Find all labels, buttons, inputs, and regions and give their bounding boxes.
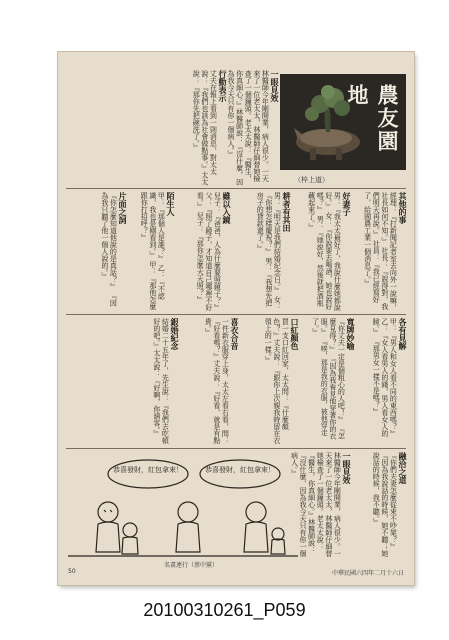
- divider: [66, 448, 406, 449]
- feature-title: 農友園地: [345, 84, 400, 153]
- article-heading: 耕者有其田: [282, 192, 291, 232]
- cartoon-bubble-right: 恭喜發財，紅包拿來！: [205, 466, 275, 474]
- article-body: 『你怎麼知道他說的是真話？』 『因為我只聽了他一個人說的。』: [100, 192, 118, 307]
- article-body: 甲：『男人和女人看不同的東西嗎？』 乙：『女人看男人的錢，男人看女人的臉。』 『那男女一樣不是嗎？』: [372, 318, 398, 437]
- article-block: [182, 318, 238, 446]
- article-block: [294, 192, 350, 312]
- article-heading: 銀婚紀念: [170, 318, 179, 350]
- article-block: [227, 70, 279, 186]
- article-block: [242, 318, 298, 446]
- cartoon-credit: 名畫連行（蔡中黨）: [164, 562, 219, 569]
- article-body: 男：『明天是我們結婚紀念日。』 女：『你想怎樣慶祝？』 男：『我想先把房子的貸款還了。』: [256, 192, 282, 310]
- divider: [66, 314, 406, 315]
- article-body: 男：『我太太最好了，我說什麼她都說好。』 女：『你說要去喝酒，她也說好嗎？』 男：『她說好，然後就把酒瓶藏起來了。』: [307, 192, 342, 311]
- issue-date: 中華民國六四年二月十六日: [331, 570, 404, 577]
- article-block: [234, 192, 290, 312]
- article-heading: 其他的事: [398, 192, 407, 224]
- article-body: 『你們夫妻怎麼從來不吵架？』 『因為我說話的時候，她不聽；她說話的時候，我不聽。』: [372, 452, 398, 557]
- article-block: [354, 192, 406, 312]
- article-block: [130, 192, 174, 312]
- article-body: 經理：『打新聞記者室去向外一說嘛，社長如何不知。』 社長：『說得對，我們明天再說。』 社員：『我已經寫好了，給國農工業一個消息了。』: [363, 192, 398, 311]
- page-number: 50: [68, 568, 76, 575]
- file-label: 20100310261_P059: [143, 600, 306, 620]
- article-body: 林醫師今年剛開業，病人很少。一天來了一位老太太，林醫師仔細替她檢查了一個鐘頭。老太太說：『醫生，你真細心。』林醫師說：『沒什麼，因為我今天只有你一個病人。』: [227, 70, 270, 186]
- article-block: [354, 452, 406, 562]
- cartoon-illustration: [68, 452, 298, 562]
- article-body: 林醫師今年剛開業，病人很少。一天來了一位老太太，林醫師仔細替她檢查了一個鐘頭。老太太說：『醫生，你真細心。』林醫師說：『沒什麼，因為我今天只有你一個病人。』: [290, 452, 342, 557]
- article-heading: 一眼見效: [342, 452, 351, 484]
- photo-caption: （梓上道）: [294, 176, 329, 184]
- article-heading: 融洽之道: [398, 452, 407, 484]
- divider: [66, 188, 406, 189]
- article-heading: 陌生人: [166, 192, 175, 216]
- article-block: [66, 70, 226, 186]
- cartoon-bubble-left: 恭喜發財，紅包拿來！: [113, 466, 183, 474]
- article-heading: 一眼見效: [270, 70, 279, 102]
- article-body: 甲：『那個人是誰？』 乙：『不認識，我也是剛看到。』 甲：『那他怎麼跟你打招呼？』: [140, 192, 166, 310]
- feature-photo: [280, 74, 406, 170]
- article-body: 丈夫在報上看到一則消息，對太太說：『我們也該為社會做點事。』太太說：『那你先把碗洗了。』: [192, 70, 218, 186]
- article-heading: 片面之詞: [118, 192, 127, 224]
- article-heading: 口紅顏色: [290, 318, 299, 350]
- article-block: [66, 192, 126, 312]
- article-heading: 各有見解: [398, 318, 407, 350]
- article-block: [66, 318, 178, 446]
- article-block: [178, 192, 230, 312]
- article-body: 買一支口紅回家，太太問：『什麼顏色？』丈夫說：『跟你上次親我時留在衣領上的一樣。』: [264, 318, 290, 444]
- article-body: 『你丈夫一定是個粗心的人吧！』 『怎麼見得？』 『因為我看見他穿著你的衣服。』 『唉，那是我的衣服，被他穿走了。』: [311, 318, 346, 440]
- article-block: [302, 318, 354, 446]
- article-body: 結婚二十五年了，先生說：『我們去吃頓好的吧。』太太說：『好啊，你請客。』: [152, 318, 170, 444]
- article-block: [290, 452, 351, 562]
- article-block: [358, 318, 406, 446]
- article-heading: 寬牌妙喻: [346, 318, 355, 350]
- magazine-page: [58, 52, 414, 585]
- article-heading: 喜衣合音: [230, 318, 239, 350]
- article-heading: 好妻子: [342, 192, 351, 216]
- article-body: 一件新衣服穿上身，太太左看右看，問：『好看嗎？』丈夫說：『好看，就是有點貴。』: [204, 318, 230, 444]
- article-heading: 行動表示: [218, 70, 227, 102]
- article-body: 兒子：『爸爸，人為什麼要照鏡子？』 父：『照了鏡子，才知道自己哪裡不好看。』 兒子：『那你怎麼天天照？』: [196, 192, 222, 311]
- article-heading: 雖以入鏡: [222, 192, 231, 224]
